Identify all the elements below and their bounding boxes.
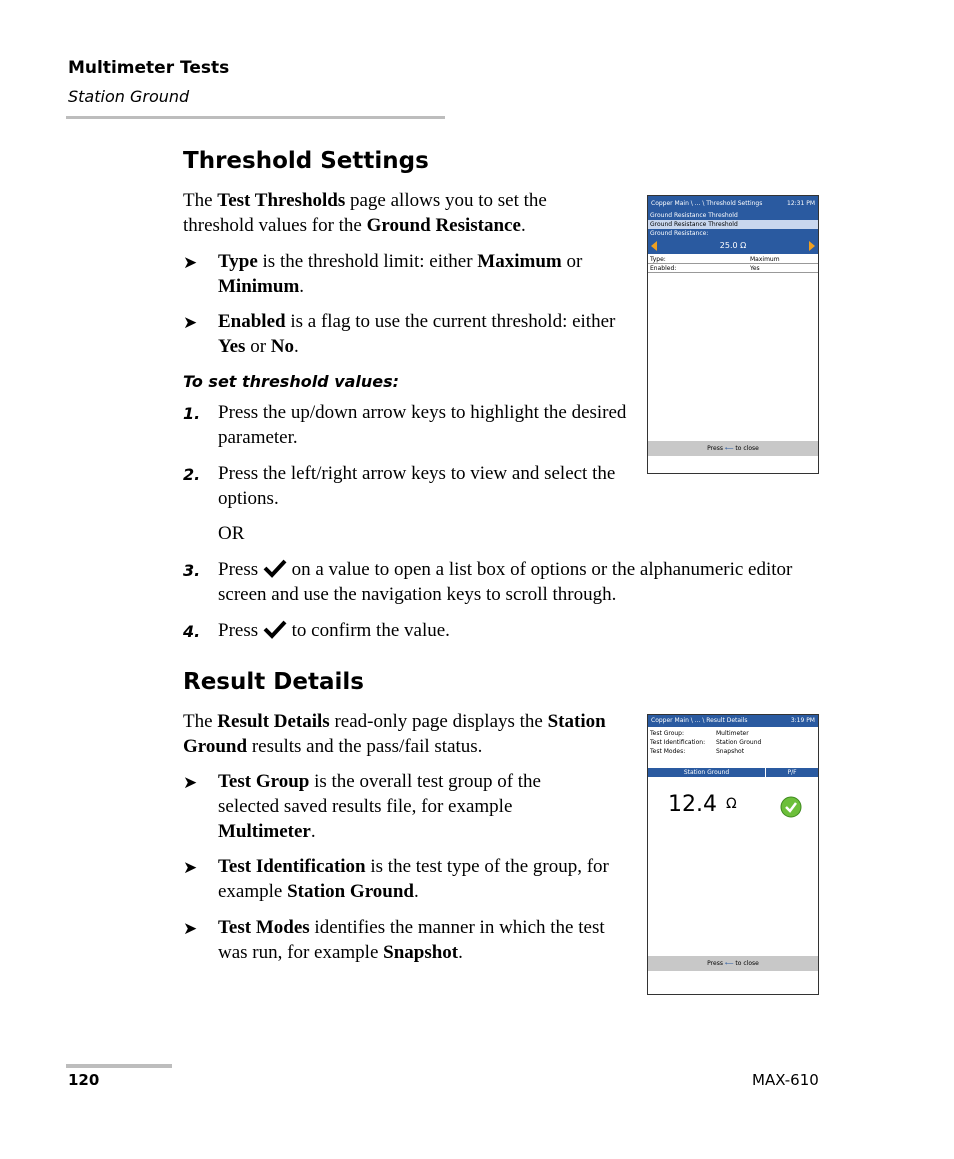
field-label: Test Identification: xyxy=(650,739,706,746)
step-4-text: Press to confirm the value. xyxy=(218,620,450,641)
screen-row: Ground Resistance Threshold xyxy=(648,220,818,229)
screen-title-bar: Copper Main \ ... \ Threshold Settings xyxy=(648,196,818,211)
bullet-arrow-icon: ➤ xyxy=(183,313,198,332)
result-reading: 12.4 xyxy=(668,792,717,817)
or-text: OR xyxy=(218,523,245,544)
pass-check-icon xyxy=(780,796,802,818)
bullet-test-group: Test Group is the overall test group of the selected saved results file, for example Multimeter. xyxy=(218,771,541,842)
bullet-arrow-icon: ➤ xyxy=(183,858,198,877)
threshold-heading: Threshold Settings xyxy=(183,148,429,174)
product-name: MAX-610 xyxy=(752,1071,819,1089)
value-selector xyxy=(648,238,818,254)
result-intro: The Result Details read-only page displays the Station Ground results and the pass/fail status. xyxy=(183,711,606,757)
field-value: Station Ground xyxy=(716,739,762,746)
result-unit: Ω xyxy=(726,796,737,812)
threshold-settings-screenshot xyxy=(647,195,819,474)
bullet-enabled: Enabled is a flag to use the current threshold: either Yes or No. xyxy=(218,311,616,357)
field-label: Type: xyxy=(650,256,666,263)
checkmark-icon xyxy=(263,619,287,639)
screen-footer: Press ⟵ to close xyxy=(648,441,818,456)
step-2-text: Press the left/right arrow keys to view and select the options. xyxy=(218,463,616,509)
threshold-intro: The Test Thresholds page allows you to set the threshold values for the Ground Resistance. xyxy=(183,190,547,236)
procedure-title: To set threshold values: xyxy=(183,372,400,391)
screen-row-selected: Ground Resistance Threshold xyxy=(648,211,818,220)
field-divider xyxy=(648,272,818,273)
page-number: 120 xyxy=(68,1071,100,1089)
field-divider xyxy=(648,263,818,264)
step-number: 1. xyxy=(183,404,201,423)
field-value: Multimeter xyxy=(716,730,749,737)
screen-clock: 12:31 PM xyxy=(787,200,815,207)
field-label: Enabled: xyxy=(650,265,677,272)
field-label: Test Group: xyxy=(650,730,685,737)
bullet-type: Type is the threshold limit: either Maximum or Minimum. xyxy=(218,251,583,297)
column-header: P/F xyxy=(766,768,818,777)
result-details-screenshot xyxy=(647,714,819,995)
bullet-test-identification: Test Identification is the test type of the group, for example Station Ground. xyxy=(218,856,609,902)
field-value: Maximum xyxy=(750,256,780,263)
bullet-arrow-icon: ➤ xyxy=(183,253,198,272)
field-value: Yes xyxy=(750,265,760,272)
threshold-value: 25.0 Ω xyxy=(719,241,747,250)
screen-clock: 3:19 PM xyxy=(790,717,815,724)
column-header: Station Ground xyxy=(648,768,765,777)
step-number: 2. xyxy=(183,465,201,484)
screen-row: Ground Resistance: xyxy=(648,229,818,238)
bullet-arrow-icon: ➤ xyxy=(183,919,198,938)
header-rule xyxy=(66,116,445,119)
field-value: Snapshot xyxy=(716,748,745,755)
step-number: 3. xyxy=(183,561,201,580)
screen-title-bar: Copper Main \ ... \ Result Details xyxy=(648,715,818,727)
running-header-section: Station Ground xyxy=(68,87,190,106)
step-number: 4. xyxy=(183,622,201,641)
checkmark-icon xyxy=(263,558,287,578)
screen-footer: Press ⟵ to close xyxy=(648,956,818,971)
bullet-arrow-icon: ➤ xyxy=(183,773,198,792)
step-3-text: Press on a value to open a list box of options or the alphanumeric editor screen and use the navigation keys to scroll through. xyxy=(218,559,793,605)
running-header-chapter: Multimeter Tests xyxy=(68,58,230,78)
back-arrow-icon: ⟵ xyxy=(724,960,734,967)
back-arrow-icon: ⟵ xyxy=(724,445,734,452)
bullet-test-modes: Test Modes identifies the manner in which the test was run, for example Snapshot. xyxy=(218,917,605,963)
step-1-text: Press the up/down arrow keys to highlight the desired parameter. xyxy=(218,402,627,448)
field-label: Test Modes: xyxy=(650,748,686,755)
footer-rule xyxy=(66,1064,172,1068)
result-heading: Result Details xyxy=(183,669,364,695)
